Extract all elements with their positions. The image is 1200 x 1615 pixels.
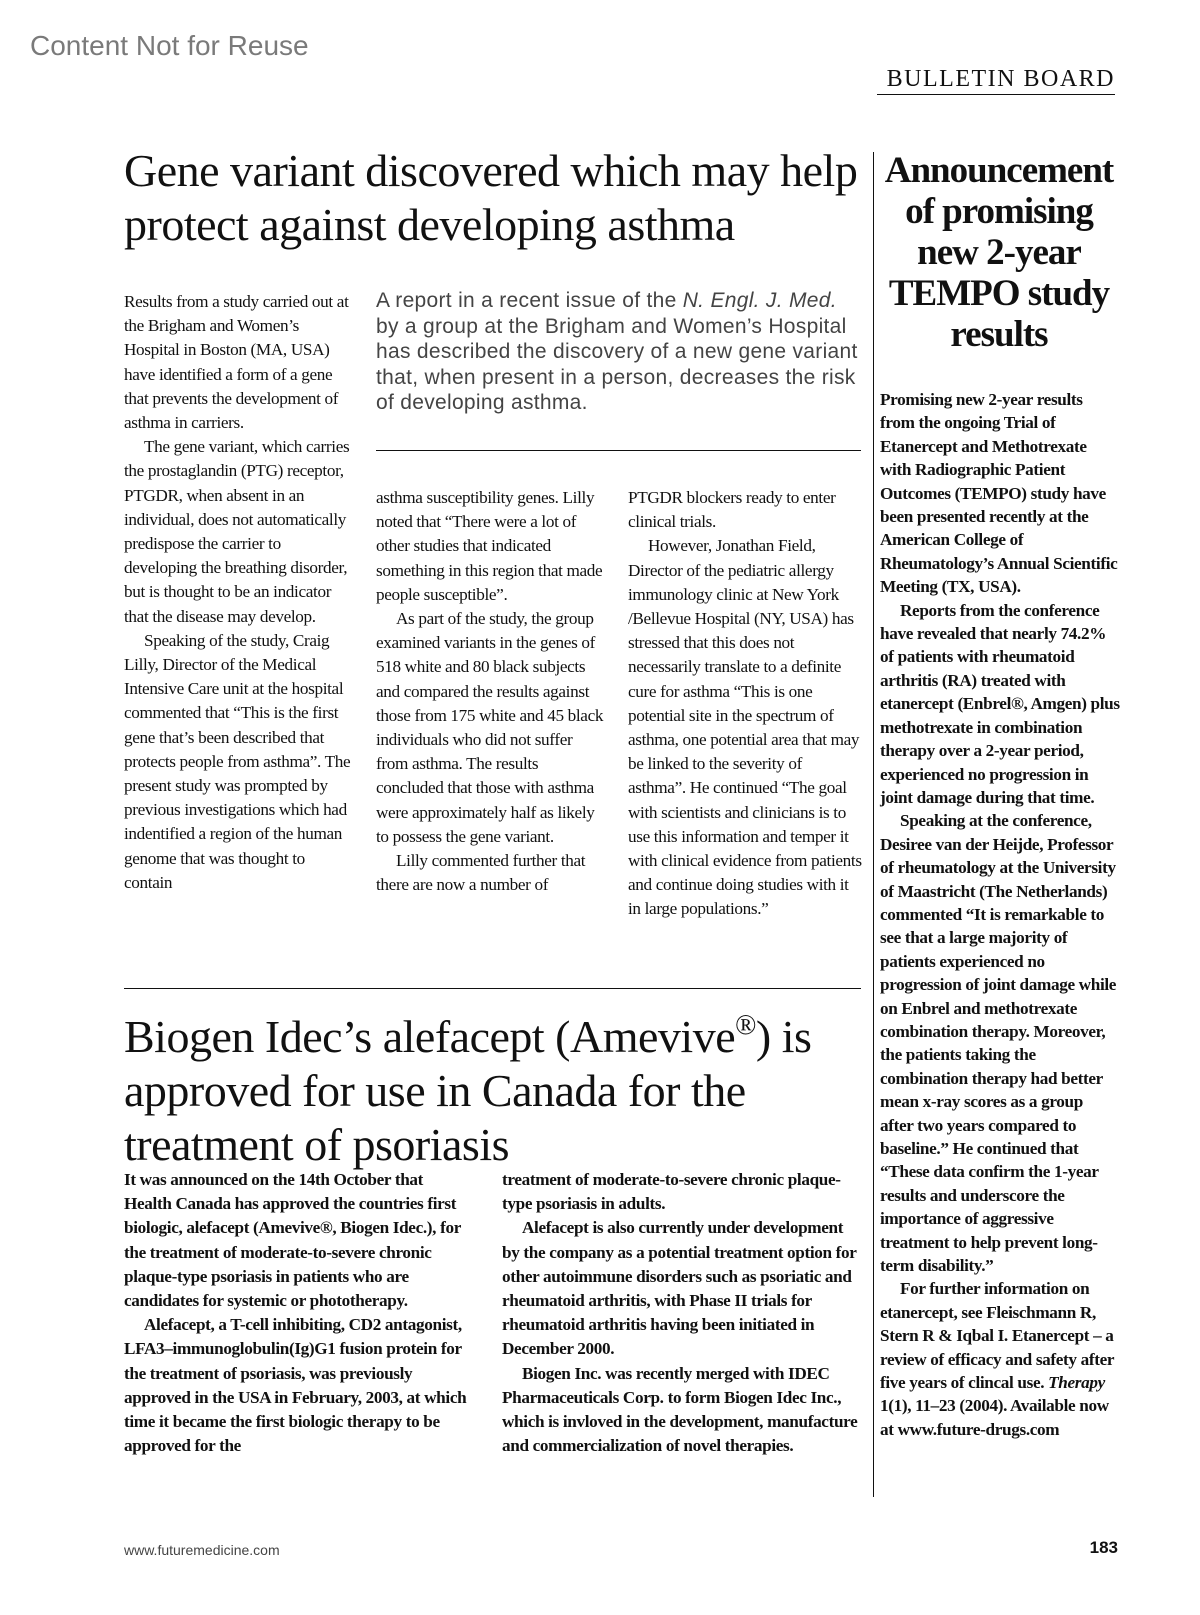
paragraph: asthma susceptibility genes. Lilly noted that “There were a lot of other studies that indicated something in this region that made people susceptible”.	[376, 488, 603, 604]
paragraph: PTGDR blockers ready to enter clinical trials.	[628, 488, 836, 532]
paragraph: Speaking at the conference, Desiree van der Heijde, Professor of rheumatology at the University of Maastricht (The Netherlands) commented “It is remarkable to see that a large majority of patients experienced no progression of joint damage while on Enbrel and methotrexate combination therapy. Moreover, the patients taking the combination therapy had better mean x-ray scores as a group after two years compared to baseline.” He continued that “These data confirm the 1-year results and underscore the importance of aggressive treatment to help prevent long-term disability.”	[880, 811, 1117, 1276]
paragraph: Biogen Inc. was recently merged with IDEC Pharmaceuticals Corp. to form Biogen Idec Inc., which is invloved in the development, manufacture and commercialization of novel therapies.	[502, 1363, 858, 1456]
paragraph: Alefacept is also currently under development by the company as a potential treatment option for other autoimmune disorders such as psoriatic and rheumatoid arthritis, with Phase II trials for rheumatoid arthritis having been initiated in December 2000.	[502, 1218, 857, 1359]
paragraph: As part of the study, the group examined variants in the genes of 518 white and 80 black subjects and compared the results against those from 175 white and 45 black individuals who did not suffer from asthma. The results concluded that those with asthma were approximately half as likely to possess the gene variant.	[376, 609, 604, 846]
paragraph	[880, 1277, 1120, 1441]
section-label: BULLETIN BOARD	[877, 64, 1115, 95]
headline-text-pre: Biogen Idec’s alefacept (Amevive	[124, 1011, 736, 1062]
standfirst-text-post: by a group at the Brigham and Women’s Hospital has described the discovery of a new gene variant that, when present in a person, decreases the risk of developing asthma.	[376, 314, 858, 415]
paragraph: Reports from the conference have revealed that nearly 74.2% of patients with rheumatoid arthritis (RA) treated with etanercept (Enbrel®, Amgen) plus methotrexate in combination therapy over a 2-year period, experienced no progression in joint damage during that time.	[880, 600, 1120, 807]
sidebar-headline: Announcement of promising new 2-year TEMPO study results	[884, 150, 1114, 355]
reference-journal: Therapy	[1048, 1373, 1105, 1393]
article2-headline	[124, 1010, 864, 1172]
standfirst-journal: N. Engl. J. Med.	[682, 289, 837, 312]
paragraph: Results from a study carried out at the Brigham and Women’s Hospital in Boston (MA, USA) have identified a form of a gene that prevents the development of asthma in carriers.	[124, 292, 349, 433]
paragraph: Promising new 2-year results from the ongoing Trial of Etanercept and Methotrexate with Radiographic Patient Outcomes (TEMPO) study have been presented recently at the American College of Rheumatology’s Annual Scientific Meeting (TX, USA).	[880, 390, 1118, 597]
paragraph: Speaking of the study, Craig Lilly, Director of the Medical Intensive Care unit at the hospital commented that “This is the first gene that’s been described that protects people from asthma”. The present study was prompted by previous investigations which had indentified a region of the human genome that was thought to contain	[124, 630, 351, 892]
sidebar-rule	[873, 152, 874, 1497]
paragraph: treatment of moderate-to-severe chronic plaque-type psoriasis in adults.	[502, 1170, 841, 1214]
article1-column-1	[124, 290, 352, 895]
headline-text-post: ) is approved for use in Canada for the treatment of psoriasis	[124, 1011, 812, 1170]
standfirst-rule	[376, 450, 861, 451]
article1-column-2	[376, 486, 608, 897]
page-number: 183	[1089, 1538, 1118, 1557]
sidebar-body	[880, 388, 1120, 1441]
standfirst-text-pre: A report in a recent issue of the	[376, 289, 683, 312]
paragraph: The gene variant, which carries the prostaglandin (PTG) receptor, PTGDR, when absent in an individual, does not automatically predispose the carrier to developing the breathing disorder, but is thought to be an indicator that the disease may develop.	[124, 437, 350, 626]
paragraph: It was announced on the 14th October that Health Canada has approved the countries first biologic, alefacept (Amevive®, Biogen Idec.), for the treatment of moderate-to-severe chronic plaque-type psoriasis in patients who are candidates for systemic or phototherapy.	[124, 1170, 461, 1311]
article2-column-2	[502, 1168, 862, 1458]
reference-text-pre: For further information on etanercept, see Fleischmann R, Stern R & Iqbal I. Etanercept – a review of efficacy and safety after five years of clincal use.	[880, 1279, 1114, 1393]
footer-url: www.futuremedicine.com	[124, 1542, 280, 1558]
registered-mark: ®	[735, 1010, 756, 1041]
article1-standfirst	[376, 288, 860, 416]
article-divider	[124, 988, 861, 989]
paragraph: Lilly commented further that there are now a number of	[376, 851, 586, 895]
article2-column-1	[124, 1168, 472, 1458]
watermark: Content Not for Reuse	[30, 30, 309, 61]
article1-column-3	[628, 486, 862, 922]
article1-headline: Gene variant discovered which may help protect against developing asthma	[124, 145, 858, 250]
reference-text-post: 1(1), 11–23 (2004). Available now at www.future-drugs.com	[880, 1396, 1109, 1439]
paragraph: Alefacept, a T-cell inhibiting, CD2 antagonist, LFA3–immunoglobulin(Ig)G1 fusion protein for the treatment of psoriasis, was previously approved in the USA in February, 2003, at which time it became the first biologic therapy to be approved for the	[124, 1315, 467, 1456]
paragraph: However, Jonathan Field, Director of the pediatric allergy immunology clinic at New York /Bellevue Hospital (NY, USA) has stressed that this does not necessarily translate to a definite cure for asthma “This is one potential site in the spectrum of asthma, one potential area that may be linked to the severity of asthma”. He continued “The goal with scientists and clinicians is to use this information and temper it with clinical evidence from patients and continue doing studies with it in large populations.”	[628, 536, 862, 919]
